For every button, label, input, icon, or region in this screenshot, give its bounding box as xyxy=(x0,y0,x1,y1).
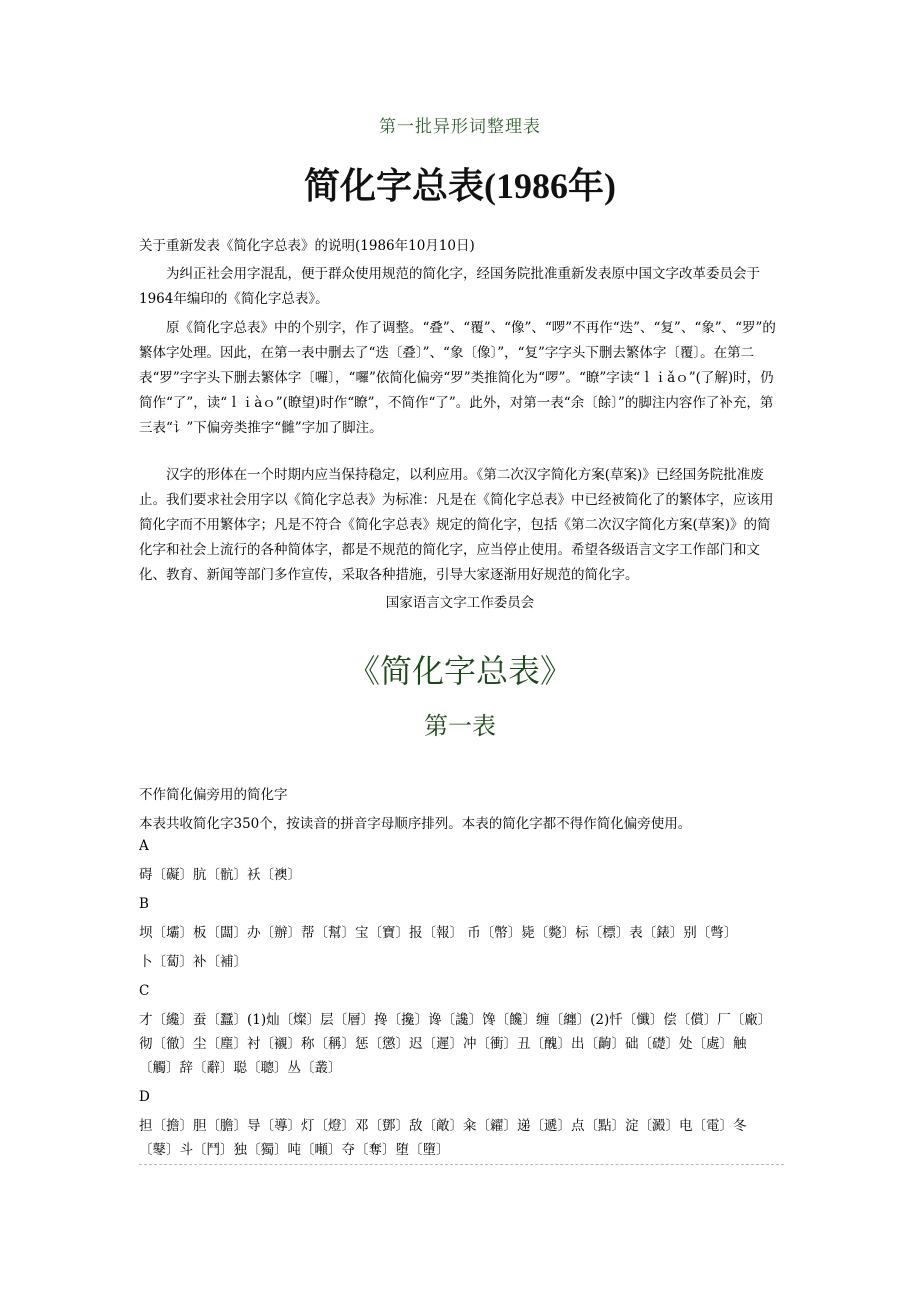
intro-paragraph-1: 为纠正社会用字混乱，便于群众使用规范的简化字，经国务院批准重新发表原中国文字改革委员会于1964年编印的《简化字总表》。 xyxy=(139,266,760,307)
char-list-line: 彻〔徹〕尘〔塵〕衬〔襯〕称〔稱〕惩〔懲〕迟〔遲〕冲〔衝〕丑〔醜〕出〔齣〕础〔礎〕处〔處〕触 xyxy=(139,1036,747,1052)
char-list-line: 才〔纔〕蚕〔蠶〕(1)灿〔燦〕层〔層〕搀〔攙〕谗〔讒〕馋〔饞〕缠〔纏〕(2)忏〔懺〕偿〔償〕厂〔廠〕 xyxy=(139,1012,772,1028)
char-list-line: 坝〔壩〕板〔闆〕办〔辦〕帮〔幫〕宝〔寶〕报〔報〕 币〔幣〕毙〔斃〕标〔標〕表〔錶〕别〔彆〕 xyxy=(139,925,738,941)
letter-heading-d: D xyxy=(139,1089,150,1105)
letter-heading-a: A xyxy=(139,838,149,854)
intro-title: 关于重新发表《简化字总表》的说明(1986年10月10日) xyxy=(139,238,475,254)
table-description: 本表共收简化字350个，按读音的拼音字母顺序排列。本表的简化字都不得作简化偏旁使用。 xyxy=(139,816,692,832)
signature: 国家语言文字工作委员会 xyxy=(385,595,535,611)
intro-paragraph-2: 原《简化字总表》中的个别字，作了调整。“叠”、“覆”、“像”、“啰”不再作“迭”、“复”、“象”、“罗”的繁体字处理。因此，在第一表中删去了“迭〔叠〕”、“象〔像〕”，“复”字字头下删去繁体字〔覆〕。在第二表“罗”字字头下删去繁体字〔囉〕，“囉”依简化偏旁“罗”类推简化为“啰”。“瞭”字读“ｌｉǎｏ”(了解)时，仍简作“了”，读“ｌｉàｏ”(瞭望)时作“瞭”，不简作“了”。此外，对第一表“余〔餘〕”的脚注内容作了补充，第三表“讠”下偏旁类推字“雠”字加了脚注。 xyxy=(139,320,776,436)
section-subtitle: 第一表 xyxy=(424,712,496,740)
page-title: 简化字总表(1986年) xyxy=(304,166,616,206)
letter-heading-b: B xyxy=(139,896,149,912)
table-heading: 不作简化偏旁用的简化字 xyxy=(139,787,288,803)
char-list-line: 担〔擔〕胆〔膽〕导〔導〕灯〔燈〕邓〔鄧〕敌〔敵〕籴〔糴〕递〔遞〕点〔點〕淀〔澱〕电〔電〕冬 xyxy=(139,1118,747,1134)
letter-heading-c: C xyxy=(139,983,150,999)
intro-paragraph-3: 汉字的形体在一个时期内应当保持稳定，以利应用。《第二次汉字简化方案(草案)》已经国务院批准废止。我们要求社会用字以《简化字总表》为标准：凡是在《简化字总表》中已经被简化了的繁体字，应该用简化字而不用繁体字；凡是不符合《简化字总表》规定的简化字，包括《第二次汉字简化方案(草案)》的简化字和社会上流行的各种简体字，都是不规范的简化字，应当停止使用。希望各级语言文字工作部门和文化、教育、新闻等部门多作宣传，采取各种措施，引导大家逐渐用好规范的简化字。 xyxy=(139,467,774,583)
char-list-line: 〔鼕〕斗〔鬥〕独〔獨〕吨〔噸〕夺〔奪〕堕〔墮〕 xyxy=(139,1142,450,1158)
char-list-line: 〔觸〕辞〔辭〕聪〔聰〕丛〔叢〕 xyxy=(139,1060,342,1076)
char-list-line: 卜〔蔔〕补〔補〕 xyxy=(139,954,247,970)
char-list-line: 碍〔礙〕肮〔骯〕袄〔襖〕 xyxy=(139,867,301,883)
document-header: 第一批异形词整理表 xyxy=(379,117,541,137)
section-title: 《简化字总表》 xyxy=(347,652,572,690)
page-divider xyxy=(139,1164,784,1165)
